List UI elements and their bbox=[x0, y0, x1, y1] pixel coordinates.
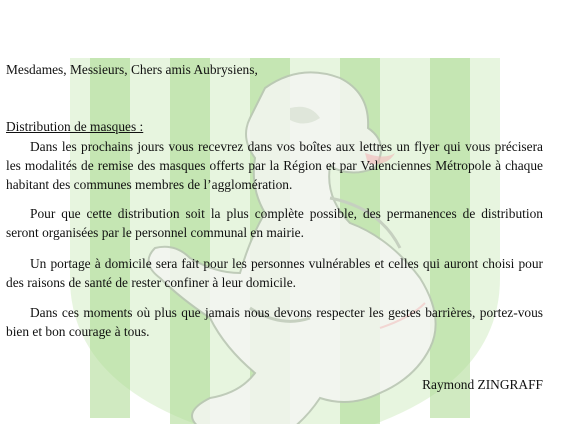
paragraph-4: Dans ces moments où plus que jamais nous devons respecter les gestes barrières, portez-vous bien et bon courage à tous. bbox=[6, 305, 543, 340]
section-heading: Distribution de masques : bbox=[6, 119, 144, 134]
letter-signature: Raymond ZINGRAFF bbox=[422, 377, 543, 392]
paragraph-2: Pour que cette distribution soit la plus complète possible, des permanences de distribution seront organisées par le personnel communal en mairie. bbox=[6, 206, 543, 241]
paragraph-3: Un portage à domicile sera fait pour les personnes vulnérables et celles qui auront choisi pour des raisons de santé de rester confiner à leur domicile. bbox=[6, 256, 543, 291]
paragraph-1: Dans les prochains jours vous recevrez dans vos boîtes aux lettres un flyer qui vous précisera les modalités de remise des masques offerts par la Région et par Valenciennes Métropole à chaque habitant des communes membres de l’agglomération. bbox=[6, 139, 543, 193]
letter-salutation: Mesdames, Messieurs, Chers amis Aubrysiens, bbox=[6, 62, 258, 77]
